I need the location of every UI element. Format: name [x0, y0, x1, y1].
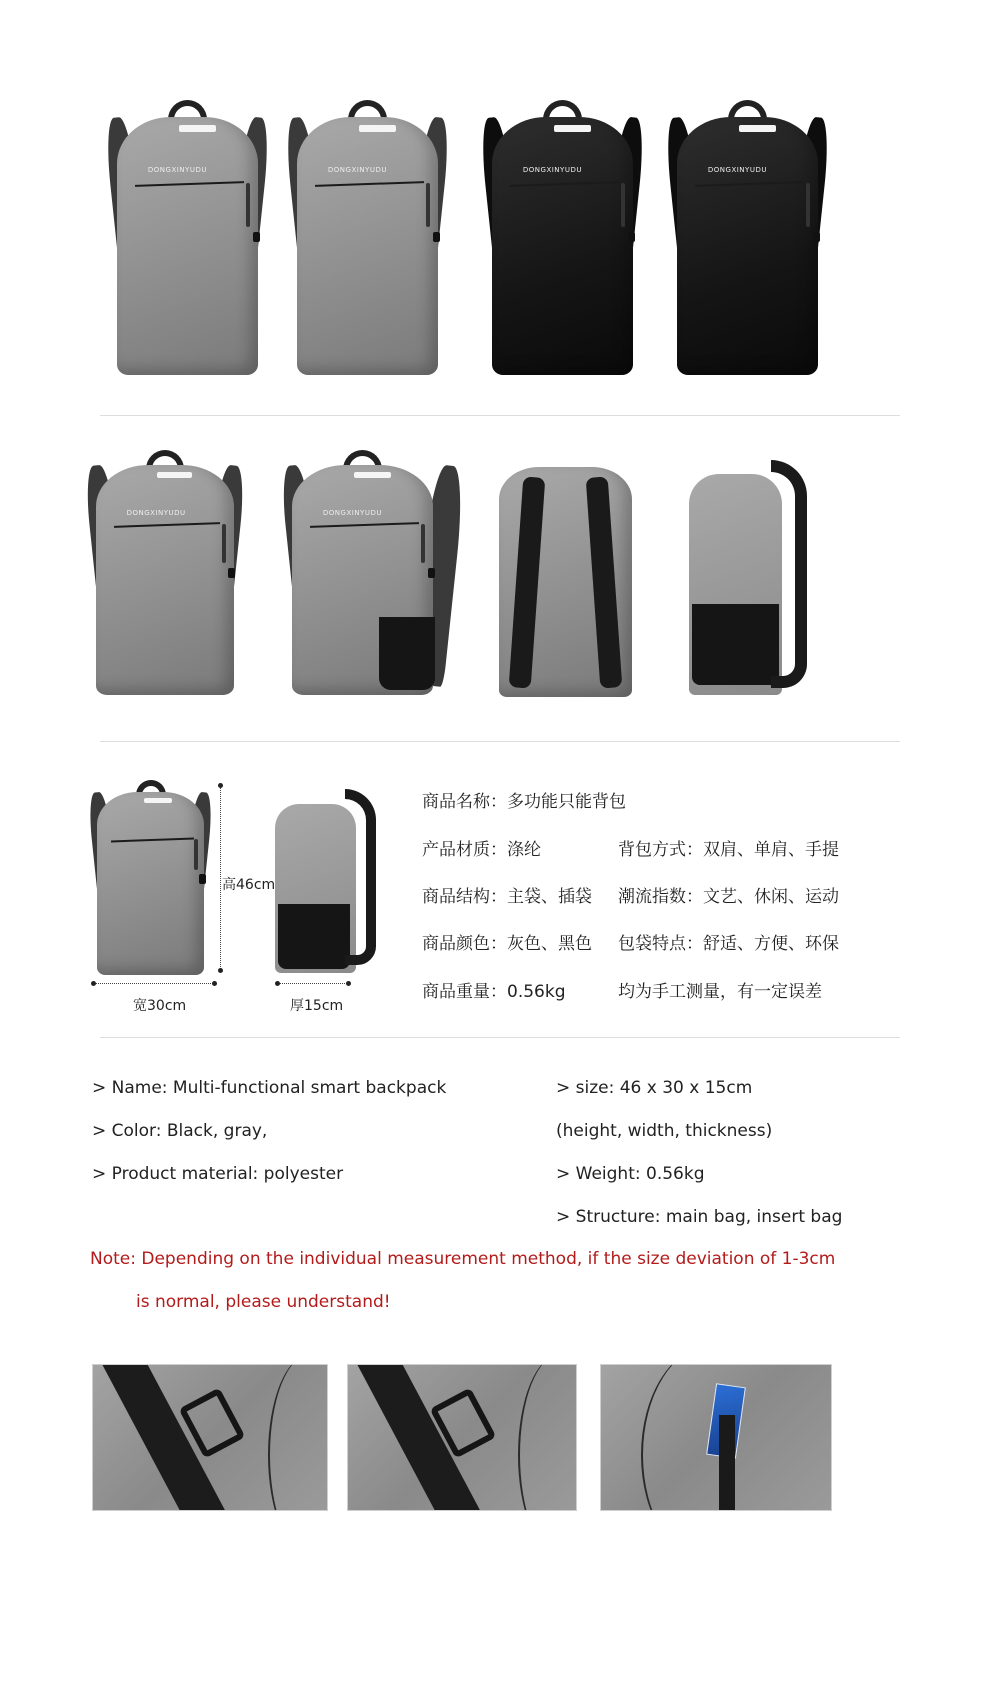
- thickness-dimension-line: [277, 983, 349, 984]
- backpack-gray-angle-view-photo: [280, 450, 445, 695]
- thickness-label: 厚15cm: [290, 998, 344, 1014]
- dimension-endpoint: [91, 981, 96, 986]
- detail-photo-strap-adjust: [347, 1364, 577, 1511]
- spec-en-size: > size: 46 x 30 x 15cm: [556, 1078, 753, 1098]
- spec-en-color: > Color: Black, gray,: [92, 1121, 268, 1141]
- backpack-black-front-photo: [480, 100, 645, 375]
- spec-weight: 商品重量：0.56kg: [422, 982, 566, 1002]
- spec-product-name: 商品名称：多功能只能背包: [422, 792, 626, 812]
- spec-en-weight: > Weight: 0.56kg: [556, 1164, 705, 1184]
- bag-brand-label: DONGXINYUDU: [707, 166, 767, 174]
- spec-en-material: > Product material: polyester: [92, 1164, 344, 1184]
- height-dimension-line: [220, 785, 221, 971]
- backpack-gray-front-photo: [105, 100, 270, 375]
- section-divider: [100, 1037, 900, 1038]
- dimension-endpoint: [275, 981, 280, 986]
- backpack-dimension-front-photo: [88, 780, 213, 975]
- section-divider: [100, 741, 900, 742]
- backpack-gray-back-view-photo: [488, 452, 643, 697]
- bag-brand-label: DONGXINYUDU: [522, 166, 582, 174]
- spec-color: 商品颜色：灰色、黑色: [422, 934, 592, 954]
- width-label: 宽30cm: [133, 998, 187, 1014]
- spec-measure-note: 均为手工测量，有一定误差: [618, 982, 822, 1002]
- backpack-gray-front-view-photo: [85, 450, 245, 695]
- backpack-black-front-lock-photo: [665, 100, 830, 375]
- bag-brand-label: DONGXINYUDU: [322, 508, 382, 517]
- detail-photo-hidden-pocket: [600, 1364, 832, 1511]
- width-dimension-line: [93, 983, 215, 984]
- detail-photo-strap-buckle: [92, 1364, 328, 1511]
- dimension-endpoint: [218, 783, 223, 788]
- spec-en-size-detail: (height, width, thickness): [556, 1121, 773, 1141]
- spec-material: 产品材质：涤纶: [422, 840, 541, 860]
- spec-trend: 潮流指数：文艺、休闲、运动: [618, 887, 839, 907]
- height-label: 高46cm: [222, 877, 276, 893]
- bag-brand-label: DONGXINYUDU: [327, 166, 387, 174]
- spec-structure: 商品结构：主袋、插袋: [422, 887, 592, 907]
- section-divider: [100, 415, 900, 416]
- spec-en-name: > Name: Multi-functional smart backpack: [92, 1078, 447, 1098]
- spec-en-structure: > Structure: main bag, insert bag: [556, 1207, 843, 1227]
- dimension-endpoint: [346, 981, 351, 986]
- backpack-dimension-side-photo: [272, 785, 417, 977]
- bag-brand-label: DONGXINYUDU: [147, 166, 207, 174]
- measurement-note-line1: Note: Depending on the individual measurement method, if the size deviation of 1-3cm: [90, 1249, 836, 1269]
- backpack-gray-front-lock-photo: [285, 100, 450, 375]
- dimension-endpoint: [218, 968, 223, 973]
- measurement-note-line2: is normal, please understand!: [136, 1292, 391, 1312]
- backpack-gray-side-view-photo: [685, 455, 865, 695]
- bag-brand-label: DONGXINYUDU: [126, 508, 186, 517]
- spec-features: 包袋特点：舒适、方便、环保: [618, 934, 839, 954]
- spec-carry-style: 背包方式：双肩、单肩、手提: [618, 840, 839, 860]
- dimension-endpoint: [212, 981, 217, 986]
